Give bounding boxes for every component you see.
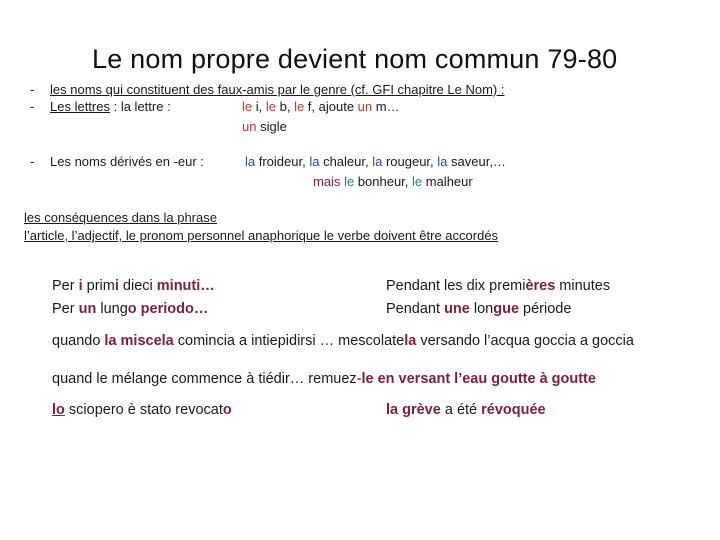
text-segment: bonheur, [354,174,413,189]
text-segment: un [242,119,257,134]
bullet-eur: Les noms dérivés en -eur : [50,154,204,169]
text-segment: a été [440,402,482,418]
text-segment: lung [96,301,128,317]
bullet-dash: - [30,82,35,97]
text-segment: minutes [555,278,611,294]
text-segment: la [372,154,383,169]
example-french-1 [386,278,610,294]
example-quando-italian [52,332,662,351]
text-segment: comincia a intiepidirsi … mescolate [173,333,405,349]
text-segment: o [222,402,232,418]
lettres-sigle [242,119,287,134]
text-segment: periodo… [140,301,209,317]
text-segment: période [519,301,572,317]
bullet-dash: - [30,99,35,114]
text-segment: le en versant l’eau goutte à goutte [361,371,596,387]
eur-exceptions [313,174,473,189]
text-segment: froideur, [255,154,310,169]
text-segment: Per [52,278,79,294]
text-segment: Per [52,301,79,317]
text-segment: rougeur, [382,154,438,169]
text-segment: la miscela [104,333,174,349]
text-segment: la grève [386,402,441,418]
bullet-dash: - [30,154,35,169]
text-segment: mais [313,174,345,189]
text-segment: gue [493,301,520,317]
text-segment: minuti… [156,278,215,294]
text-segment: i [78,278,83,294]
text-segment: quand le mélange commence à tiédir… remuez- [52,371,362,387]
text-segment: dieci [118,278,157,294]
text-segment: i, [252,99,266,114]
lettres-examples [242,99,400,114]
text-segment: le [242,99,253,114]
text-segment: la [437,154,448,169]
example-italian-1 [52,278,215,294]
lettres-rest: : la lettre : [109,99,171,114]
text-segment: saveur,… [447,154,506,169]
text-segment: lo [52,402,65,418]
text-segment: prim [82,278,115,294]
text-segment: le [294,99,305,114]
text-segment: le [344,174,355,189]
text-segment: Pendant les dix premi [386,278,526,294]
text-segment: la [245,154,256,169]
text-segment: b, [275,99,295,114]
text-segment: la [404,333,417,349]
text-segment: malheur [422,174,473,189]
text-segment: sigle [256,119,287,134]
text-segment: m… [372,99,400,114]
text-segment: la [309,154,320,169]
text-segment: révoquée [481,402,546,418]
example-quand-french [52,371,596,387]
example-italian-2 [52,301,208,317]
text-segment: le [265,99,276,114]
text-segment: lon [469,301,494,317]
text-segment: ères [525,278,556,294]
text-segment: un [78,301,97,317]
eur-examples [245,154,506,169]
text-segment: une [444,301,470,317]
text-segment: le [412,174,423,189]
text-segment: un [357,99,373,114]
text-segment: quando [52,333,105,349]
text-segment: f, ajoute [304,99,358,114]
section-accord: l’article, l’adjectif, le pronom personnel anaphorique le verbe doivent être accordés [24,228,499,243]
example-sciopero [52,402,232,418]
example-french-2 [386,301,571,317]
example-greve [386,402,546,418]
text-segment: versando l’acqua goccia a goccia [416,333,634,349]
bullet-lettres [50,99,171,114]
lettres-label: Les lettres [50,99,110,114]
section-consequences: les conséquences dans la phrase [24,210,217,225]
text-segment: o [127,301,137,317]
text-segment: Pendant [386,301,445,317]
text-segment: sciopero è stato revocat [64,402,223,418]
bullet-faux-amis: les noms qui constituent des faux-amis par le genre (cf. GFI chapitre Le Nom) : [50,82,505,97]
page-title: Le nom propre devient nom commun 79-80 [92,44,618,74]
text-segment: chaleur, [319,154,373,169]
text-segment: i [114,278,119,294]
